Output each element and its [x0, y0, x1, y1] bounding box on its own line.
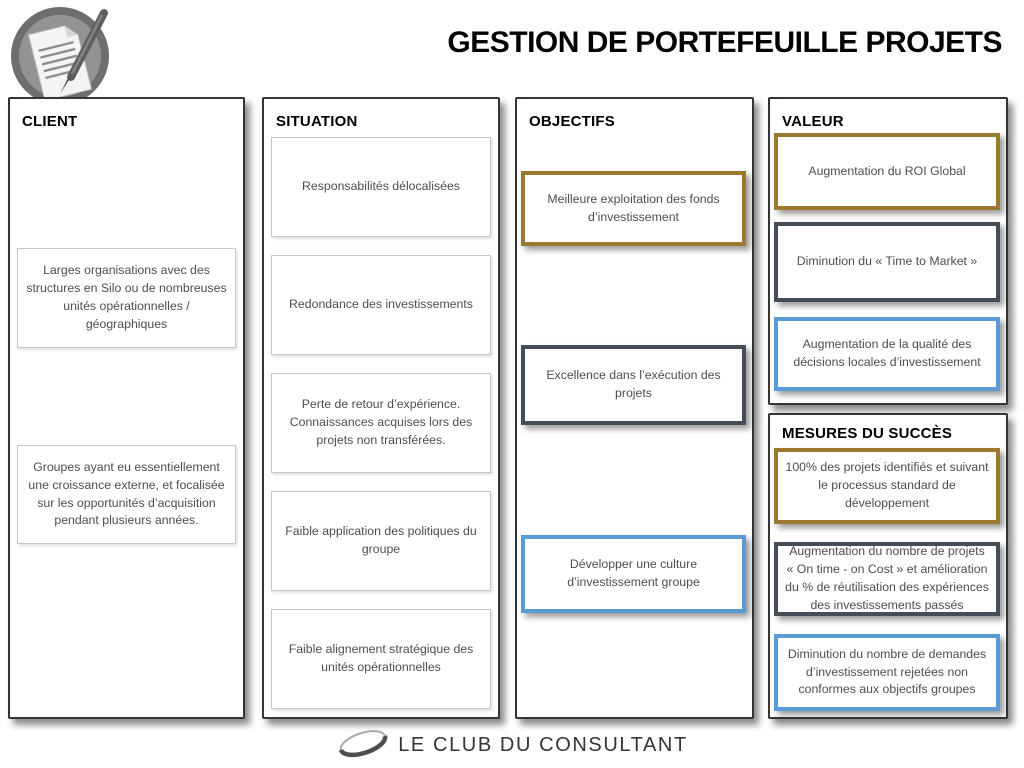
panel-mesures-header: MESURES DU SUCCÈS — [782, 425, 953, 442]
panel-objectifs-header: OBJECTIFS — [529, 113, 615, 130]
panel-objectifs — [515, 97, 754, 719]
mesures-box-2 — [774, 542, 1000, 616]
panel-valeur — [768, 97, 1008, 405]
page-title: GESTION DE PORTEFEUILLE PROJETS — [447, 26, 1002, 59]
client-box-1-text: Larges organisations avec des structures en Silo ou de nombreuses unités opérationnelles / géographiques — [26, 263, 227, 331]
objectifs-box-3-text: Développer une culture d’investissement groupe — [567, 557, 700, 589]
mesures-box-3-text: Diminution du nombre de demandes d’investissement rejetées non conformes aux objectifs groupes — [787, 646, 987, 697]
situation-box-2-text: Redondance des investissements — [289, 297, 473, 312]
panel-valeur-header: VALEUR — [782, 113, 844, 130]
client-box-2-text: Groupes ayant eu essentiellement une croissance externe, et focalisée sur les opportunités d’acquisition pendant plusieurs années. — [28, 459, 225, 528]
client-box-1 — [17, 248, 236, 348]
footer — [0, 726, 1024, 764]
mesures-box-1-text: 100% des projets identifiés et suivant le processus standard de développement — [785, 460, 989, 510]
situation-box-5 — [271, 609, 491, 709]
panel-client — [8, 97, 245, 719]
mesures-box-3 — [774, 634, 1000, 711]
valeur-box-2-text: Diminution du « Time to Market » — [796, 254, 978, 269]
situation-box-3-text: Perte de retour d’expérience. Connaissances acquises lors des projets non transférées. — [289, 397, 473, 447]
objectifs-box-2-text: Excellence dans l’exécution des projets — [546, 368, 721, 400]
panel-client-header: CLIENT — [22, 113, 78, 130]
situation-box-3 — [271, 373, 491, 473]
situation-box-1 — [271, 137, 491, 237]
panel-situation-header: SITUATION — [276, 113, 358, 130]
mesures-box-1 — [774, 448, 1000, 524]
objectifs-box-1 — [521, 171, 746, 246]
footer-brand-text: LE CLUB DU CONSULTANT — [398, 733, 688, 756]
situation-box-2 — [271, 255, 491, 355]
valeur-box-1 — [774, 133, 1000, 210]
panel-mesures — [768, 413, 1008, 719]
objectifs-box-3 — [521, 535, 746, 613]
situation-box-1-text: Responsabilités délocalisées — [302, 179, 460, 194]
situation-box-4 — [271, 491, 491, 591]
valeur-box-3 — [774, 317, 1000, 391]
valeur-box-3-text: Augmentation de la qualité des décisions locales d’investissement — [793, 337, 981, 369]
panel-situation — [262, 97, 500, 719]
valeur-box-2 — [774, 222, 1000, 302]
situation-box-4-text: Faible application des politiques du groupe — [285, 524, 477, 556]
situation-box-5-text: Faible alignement stratégique des unités opérationnelles — [288, 642, 474, 674]
objectifs-box-1-text: Meilleure exploitation des fonds d’investissement — [547, 191, 720, 224]
objectifs-box-2 — [521, 345, 746, 425]
client-box-2 — [17, 445, 236, 544]
mesures-box-2-text: Augmentation du nombre de projets « On time - on Cost » et amélioration du % de réutilisation des expériences des investissements passés — [785, 544, 989, 612]
valeur-box-1-text: Augmentation du ROI Global — [808, 163, 966, 178]
ellipse-logo-icon — [336, 726, 390, 765]
